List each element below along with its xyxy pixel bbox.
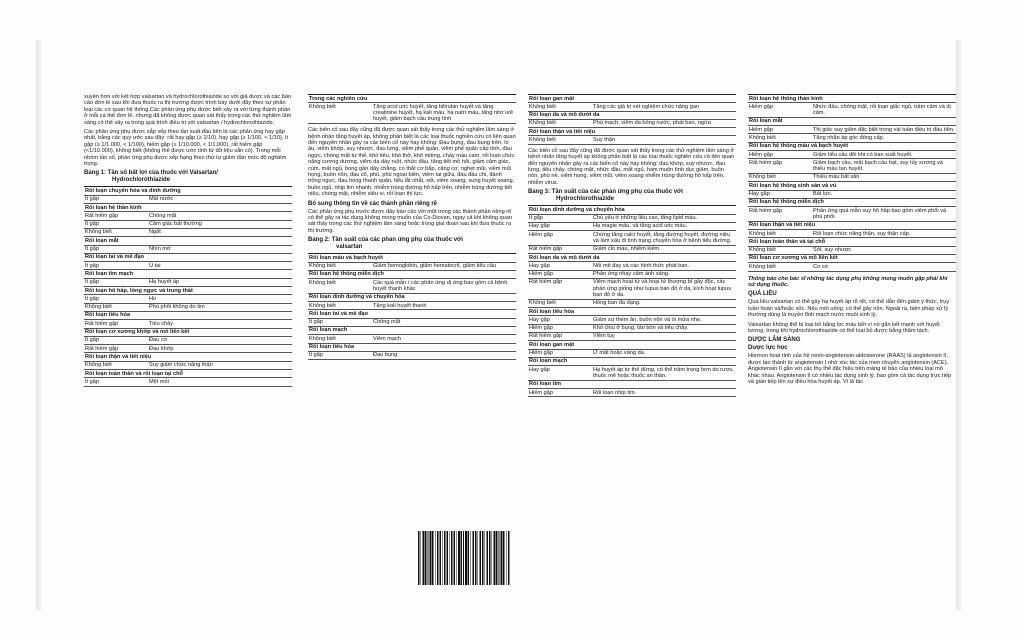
effect-cell: Viêm mạch: [372, 335, 516, 343]
table-row: [84, 320, 292, 328]
frequency-cell: Không biết: [748, 230, 812, 238]
effect-cell: Rối loạn chức năng thận, suy thận cấp.: [812, 230, 956, 238]
table-group-row: [528, 341, 736, 349]
effect-cell: Giảm sự thèm ăn, buồn nôn và ói mửa nhẹ.: [592, 316, 736, 324]
dialysis-paragraph: Valsartan không thể bị loại bỏ bằng lọc máu bởi vì nó gắn kết mạnh với huyết tương, trong khi hydrochlorothiazide có thể loại bỏ được bằng thẩm tách.: [748, 321, 940, 334]
frequency-cell: Hiếm gặp: [748, 103, 812, 118]
table-row: [308, 302, 516, 310]
frequency-cell: Ít gặp: [84, 195, 148, 203]
system-organ-class: Rối loạn toàn thân và tại chỗ: [748, 238, 956, 246]
effect-cell: Viêm tụy: [592, 332, 736, 340]
system-organ-class: Rối loạn thận và tiết niệu: [528, 128, 736, 136]
table-group-row: [528, 254, 736, 262]
table-group-row: [84, 311, 292, 319]
effect-cell: Suy giảm chức năng thận: [148, 361, 292, 369]
frequency-cell: Không biết: [308, 335, 372, 343]
events-paragraph: Các biến cố sau đây cũng đã được quan sát thấy trong các thử nghiệm lâm sàng ở bệnh nhân tăng huyết áp, không phân biệt là các loại thuốc nghiên cứu có liên quan đến nguyên nhân gây ra các biến cố này hay không: Đau bụng, đau bụng trên, lo âu, viêm khớp, suy nhược, đau lưng, viêm phế quản, viêm phế quản cấp tính, đau ngực, chóng mặt tư thế, khó tiêu, khó thở, khô miệng, chảy máu cam, rối loạn chức năng cương dương, viêm dạ dày ruột, nhức đầu, tăng tiết mồ hôi, giảm cảm giác, cúm, mất ngủ, bong gân dây chằng, co thắt cơ bắp, căng cơ, nghẹt mũi, viêm mũi họng, buồn nôn, đau cổ, phù, phù ngoại biên, viêm tai giữa, đau đầu chi, đánh trống ngực, đau họng thanh quản, tiểu lắt nhắt, sốt, viêm xoang, sung huyết xoang, buồn ngủ, nhịp tim nhanh, nhiễm trùng đường hô hấp trên, nhiễm trùng đường tiết niệu, chóng mặt, nhiễm siêu vi, rối loạn thị lực.: [308, 127, 516, 198]
effect-cell: Viêm mạch hoại tử và hoại tử thượng bì gây độc, các phản ứng giống như lupus ban đỏ ở da, kích hoạt lupus ban đỏ ở da.: [592, 278, 736, 299]
system-organ-class: Rối loạn tiêu hóa: [308, 343, 516, 351]
column-3: [528, 94, 736, 526]
effect-cell: Co cơ: [812, 263, 956, 271]
table-row: [84, 195, 292, 203]
table-row: [528, 278, 736, 299]
effect-cell: Tăng acid uric huyết, tăng bilirubin huyết và tăng creatinine huyết, hạ kali máu, hạ natri máu, tăng nitơ urê huyết, giảm bạch cầu trung tính: [372, 103, 516, 124]
system-organ-class: Rối loạn hệ thống thần kinh: [748, 95, 956, 103]
table-row: [528, 299, 736, 307]
table-2-caption: Bảng 2: Tần suất của các phản ứng phụ của thuốc với valsartan: [308, 237, 463, 251]
effect-cell: Hạ huyết áp tư thế đứng, có thể trầm trọng hơn do rượu, thuốc mê hoặc thuốc an thần.: [593, 366, 735, 379]
frequency-cell: Ít gặp: [84, 262, 148, 270]
system-organ-class: Rối loạn da và mô dưới da: [528, 254, 736, 262]
table-group-row: [748, 254, 956, 262]
table-group-row: [748, 142, 956, 150]
table-group-row: [84, 237, 292, 245]
frequency-cell: Rất hiếm gặp: [528, 332, 592, 340]
frequency-cell: Hay gặp: [528, 262, 592, 270]
table-row: [84, 278, 292, 286]
effect-cell: Phản ứng nhạy cảm ánh sáng.: [592, 270, 736, 278]
table-group-row: [528, 128, 736, 136]
table-row: [528, 270, 736, 278]
effect-cell: Nhìn mờ: [148, 245, 292, 253]
table-row: [748, 190, 956, 198]
frequency-cell: Không biết: [528, 119, 592, 127]
effect-cell: Phản ứng quá mẫn suy hô hấp bao gồm viêm phổi và phù phổi.: [812, 207, 956, 222]
table-row: [84, 378, 292, 386]
system-organ-class: Rối loạn chuyển hóa và dinh dưỡng: [84, 187, 292, 195]
table-group-row: [748, 95, 956, 103]
effect-cell: Nhức đầu, chóng mặt, rối loạn giấc ngủ, trầm cảm và dị cảm.: [812, 103, 956, 118]
table-group-row: [528, 380, 736, 388]
effect-cell: Ho: [148, 295, 292, 303]
frequency-cell: Ít gặp: [308, 351, 372, 359]
effect-cell: Sốt, suy nhược: [812, 246, 956, 254]
frequency-cell: Ít gặp: [84, 295, 148, 303]
study-table: [308, 94, 516, 124]
frequency-cell: Ít gặp: [84, 336, 148, 344]
column-4: [748, 94, 956, 526]
table-group-row: [84, 204, 292, 212]
table-row: [84, 245, 292, 253]
table-row: [308, 279, 516, 294]
table-row: [748, 159, 956, 174]
table-row: [528, 245, 736, 253]
page-edge-left: [36, 40, 42, 610]
system-organ-class: Rối loạn thận và tiết niệu: [748, 221, 956, 229]
components-paragraph: Các phản ứng phụ trước được đây báo cáo với một trong các thành phần riêng rẽ có thể gây ra tác dụng không mong muốn của Co-Diovan, ngay cả khi không quan sát thấy trong các thử nghiệm lâm sàng hoặc trong giai đoạn sau khi đưa thuốc ra thị trường.: [308, 208, 512, 234]
system-organ-class: Rối loạn mạch: [308, 326, 516, 334]
table-group-row: [528, 308, 736, 316]
section-heading-overdose: QUÁ LIỀU: [748, 291, 777, 298]
frequency-cell: Hay gặp: [748, 190, 812, 198]
frequency-cell: Ít gặp: [308, 318, 372, 326]
table-row: [528, 366, 736, 381]
system-organ-class: Rối loạn hệ thống miễn dịch: [308, 270, 516, 278]
table-group-row: [748, 238, 956, 246]
table-row: [528, 222, 736, 230]
effect-cell: Đau cơ: [148, 336, 292, 344]
frequency-cell: Không biết: [748, 246, 812, 254]
system-organ-class: Rối loạn dinh dưỡng và chuyển hóa: [528, 206, 736, 214]
system-organ-class: Rối loạn gan mật: [528, 341, 736, 349]
frequency-cell: Ít gặp: [528, 214, 592, 222]
column-1: [84, 94, 292, 526]
system-organ-class: Rối loạn hệ thống sinh sản và vú: [748, 182, 956, 190]
table-row: [528, 262, 736, 270]
effect-cell: Các quá mẫn / các phản ứng dị ứng bao gồm cả bệnh huyết thanh khác: [372, 279, 516, 294]
table-row: [748, 151, 956, 159]
effect-cell: Tăng nhãn áp góc đóng cấp.: [812, 134, 956, 142]
table-3: [528, 205, 736, 397]
table-row: [748, 263, 956, 271]
valsartan-table-continued: [528, 94, 736, 145]
effect-cell: Chứng tăng calci huyết, tăng đường huyết, đường niệu và làm xấu đi tình trạng chuyển hóa ở bệnh tiểu đường.: [592, 231, 736, 246]
table-row: [528, 136, 736, 144]
frequency-cell: Hay gặp: [528, 316, 592, 324]
system-organ-class: Rối loạn gan mật: [528, 95, 736, 103]
report-note: Thông báo cho bác sĩ những tác dụng phụ không mong muốn gặp phải khi sử dụng thuốc.: [748, 275, 948, 288]
frequency-cell: Không biết: [528, 103, 592, 111]
frequency-cell: Không biết: [84, 361, 148, 369]
table-row: [748, 207, 956, 222]
table-row: [84, 345, 292, 353]
table-1: [84, 186, 292, 386]
frequency-cell: Không biết: [308, 262, 372, 270]
effect-cell: Tăng kali huyết thanh: [372, 302, 516, 310]
table-row: [528, 214, 736, 222]
effect-cell: Mất nước: [148, 195, 292, 203]
frequency-cell: Hiếm gặp: [528, 231, 592, 246]
frequency-cell: Hiếm gặp: [748, 126, 812, 134]
table-row: [308, 351, 516, 359]
system-organ-class: Rối loạn cơ xương và mô liên kết: [748, 254, 956, 262]
system-organ-class: Rối loạn hệ thống miễn dịch: [748, 198, 956, 206]
subheading-pharmacodynamics: Dược lực học: [748, 345, 788, 352]
effect-cell: Thị giác suy giảm đặc biệt trong vài tuần điều trị đầu tiên.: [813, 126, 955, 133]
effect-cell: Rối loạn nhịp tim.: [592, 389, 736, 397]
table-group-row: [308, 343, 516, 351]
effect-cell: Bất lực.: [812, 190, 956, 198]
table-row: [528, 389, 736, 397]
table-row: [528, 332, 736, 340]
table-row: [84, 220, 292, 228]
effect-cell: Tăng các giá trị xét nghiệm chức năng gan: [592, 103, 736, 111]
table-row: [308, 262, 516, 270]
system-organ-class: Rối loạn mắt: [748, 117, 956, 125]
table-row: [528, 103, 736, 111]
effect-cell: Chóng mặt: [372, 318, 516, 326]
intro-paragraph: xuyên hơn với kết hợp valsartan và hydrochlorothiazide so với giả dược và các báo cáo đơn lẻ sau khi đưa thuốc ra thị trường được trình bày dưới đây theo sự phân loại các cơ quan hệ thống.Các phản ứng phụ được biết xảy ra với từng thành phần ở mỗi cá thể đơn lẻ, nhưng đã không được quan sát thấy trong các thử nghiệm lâm sàng có thể xảy ra trong quá trình điều trị với valsartan / hydrochlorothiazide.: [84, 94, 292, 126]
effect-cell: Chóng mặt: [148, 212, 292, 220]
frequency-cell: Không biết: [748, 134, 812, 142]
frequency-cell: Rất hiếm gặp: [528, 278, 592, 299]
frequency-cell: Không biết: [308, 103, 372, 124]
frequency-cell: Ít gặp: [84, 378, 148, 386]
frequency-cell: Hiếm gặp: [528, 324, 592, 332]
effect-cell: Giảm hemoglobin, giảm hematocrit, giảm tiểu cầu: [372, 262, 516, 270]
table-group-row: [308, 293, 516, 301]
table-row: [528, 324, 736, 332]
effect-cell: Hạ huyết áp: [148, 278, 292, 286]
table-row: [528, 349, 736, 357]
table-group-row: [84, 187, 292, 195]
frequency-cell: Hay gặp: [528, 366, 592, 381]
table-row: [84, 262, 292, 270]
system-organ-class: Rối loạn toàn thân và rối loạn tại chỗ: [84, 370, 292, 378]
system-organ-class: Rối loạn tiêu hóa: [528, 308, 736, 316]
effect-cell: Giảm tiểu cầu đôi khi có ban xuất huyết.: [812, 151, 956, 159]
frequency-cell: Không biết: [528, 299, 592, 307]
table-row: [84, 361, 292, 369]
frequency-cell: Rất hiếm gặp: [84, 212, 148, 220]
effect-cell: Phù phổi không do tim: [148, 303, 292, 311]
frequency-cell: Rất hiếm gặp: [748, 159, 812, 174]
table-group-row: [748, 198, 956, 206]
frequency-cell: Không biết: [84, 303, 148, 311]
effect-cell: Cảm giác bất thường: [148, 220, 292, 228]
frequency-cell: Hay gặp: [528, 222, 592, 230]
frequency-cell: Ít gặp: [84, 245, 148, 253]
frequency-cell: Không biết: [528, 136, 592, 144]
system-organ-class: Rối loạn hô hấp, lồng ngực và trung thất: [84, 287, 292, 295]
overdose-paragraph: Quá liều valsartan có thể gây hạ huyết áp rõ rệt, có thể dẫn đến giảm ý thức, trụy tuần hoàn và/hoặc sốc. Nếu mới uống, có thể gây nôn. Ngoài ra, biện pháp xử lý thường dùng là truyền tĩnh mạch nước muối sinh lý.: [748, 299, 950, 319]
effect-cell: Tiêu chảy: [148, 320, 292, 328]
table-row: [748, 246, 956, 254]
system-organ-class: Rối loạn tai và mê đạo: [308, 310, 516, 318]
effect-cell: Phù mạch, viêm da bóng nước, phát ban, ngứa: [592, 119, 736, 127]
table-group-row: [528, 206, 736, 214]
effect-cell: Khó chịu ở bụng, táo bón và tiêu chảy.: [592, 324, 736, 332]
system-organ-class: Rối loạn tim mạch: [84, 270, 292, 278]
table-group-row: [84, 328, 292, 336]
table-group-row: [308, 270, 516, 278]
effect-cell: Giảm bạch cầu, mất bạch cầu hạt, suy tủy xương và thiếu máu tan huyết.: [812, 159, 956, 174]
table-row: [84, 212, 292, 220]
column-2: [308, 94, 516, 526]
table-group-row: [308, 326, 516, 334]
effect-cell: Mệt mỏi: [148, 378, 292, 386]
frequency-cell: Rất hiếm gặp: [748, 207, 812, 222]
effect-cell: Ngất: [148, 228, 292, 236]
frequency-cell: Hiếm gặp: [528, 389, 592, 397]
frequency-cell: Ít gặp: [84, 278, 148, 286]
system-organ-class: Rối loạn mắt: [84, 237, 292, 245]
table-row: [84, 228, 292, 236]
effect-cell: Chủ yếu ở những liều cao, tăng lipid máu.: [592, 214, 736, 222]
table-group-row: [748, 182, 956, 190]
table-row: [84, 336, 292, 344]
frequency-cell: Không biết: [308, 279, 372, 294]
frequency-cell: Hiếm gặp: [528, 270, 592, 278]
frequency-cell: Không biết: [748, 173, 812, 181]
table-row: [84, 295, 292, 303]
effect-cell: Suy thận: [592, 136, 736, 144]
frequency-cell: Ít gặp: [84, 220, 148, 228]
table-group-row: [84, 353, 292, 361]
table-group-row: [528, 357, 736, 365]
effect-cell: Ù tai: [148, 262, 292, 270]
table-row: [308, 335, 516, 343]
frequency-cell: Không biết: [308, 302, 372, 310]
system-organ-class: Trong các nghiên cứu: [308, 95, 516, 103]
table-row: [748, 126, 956, 134]
table-group-row: [748, 221, 956, 229]
hctz-events-paragraph: Các biến cố sau đây cũng đã được quan sát thấy trong các thử nghiệm lâm sàng ở bệnh nhân tăng huyết áp không phân biệt là các loại thuốc nghiên cứu có liên quan đến nguyên nhân gây ra các biến cố này hay không: đau khớp, suy nhược, đau lưng, tiêu chảy, chóng mặt, nhức đầu, mất ngủ, ham muốn tình dục giảm, buồn nôn, phù nề, viêm họng, viêm mũi, viêm xoang nhiễm trùng đường hô hấp trên, nhiễm virus.: [528, 147, 735, 186]
system-organ-class: Rối loạn thận và tiết niệu: [84, 353, 292, 361]
table-group-row: [84, 287, 292, 295]
table-group-row: [84, 370, 292, 378]
system-organ-class: Rối loạn da và mô dưới da: [528, 111, 736, 119]
table-row: [748, 134, 956, 142]
frequency-cell: Rất hiếm gặp: [84, 345, 148, 353]
effect-cell: Đau bụng: [372, 351, 516, 359]
table-group-row: [84, 253, 292, 261]
table-3-caption: Bảng 3: Tần suất của các phản ứng phụ của thuốc với Hydrochlorothiazide: [528, 189, 683, 203]
section-heading-clinical: DƯỢC LÂM SÀNG: [748, 337, 801, 344]
table-row: [308, 103, 516, 124]
table-group-row: [528, 95, 736, 103]
table-group-row: [308, 254, 516, 262]
system-organ-class: Rối loạn máu và bạch huyết: [308, 254, 516, 262]
effect-cell: Hạ magie máu, và tăng acid uric máu.: [592, 222, 736, 230]
frequency-cell: Hiếm gặp: [528, 349, 592, 357]
table-row: [308, 318, 516, 326]
page-edge-right: [956, 40, 962, 610]
table-group-row: [308, 95, 516, 103]
frequency-paragraph: Các phản ứng phụ được sắp xếp theo tần suất đầu tiên là các phản ứng hay gặp nhất, bằng các quy ước sau đây: rất hay gặp (≥ 1/10), hay gặp (≥ 1/100, < 1/10), ít gặp (≥ 1/1.000, < 1/100), hiếm gặp (≥ 1/10.000, < 1/1.000), rất hiếm gặp (<1/10.000), không biết (không thể được ước tính từ dữ liệu sẵn có). Trong mỗi nhóm tần số, phản ứng phụ được xếp hạng theo thứ tự giảm dần mức độ nghiêm trọng.: [84, 129, 289, 168]
system-organ-class: Rối loạn hệ thần kinh: [84, 204, 292, 212]
table-3-continued: [748, 94, 956, 272]
table-group-row: [748, 117, 956, 125]
effect-cell: Hồng ban đa dạng.: [592, 299, 736, 307]
table-row: [528, 119, 736, 127]
table-group-row: [308, 310, 516, 318]
frequency-cell: Không biết: [84, 228, 148, 236]
pharmacodynamics-paragraph: Hormon hoạt tính của hệ renin-angiotensin-aldosterone (RAAS) là angiotensin II, được tạo thành từ angiotensin I nhờ xúc tác của men chuyển angiotensin (ACE). Angiotensin II gắn với các thụ thể đặc hiệu trên màng tế bào của nhiều loại mô khác nhau. Angiotensin II có nhiều tác dụng sinh lý, bao gồm cả tác dụng trực tiếp và gián tiếp lên sự điều hòa huyết áp. Vì là tác: [748, 353, 952, 385]
table-row: [748, 230, 956, 238]
table-2: [308, 253, 516, 360]
system-organ-class: Rối loạn tiêu hóa: [84, 311, 292, 319]
system-organ-class: Rối loạn cơ xương khớp và mô liên kết: [84, 328, 292, 336]
table-row: [528, 231, 736, 246]
system-organ-class: Rối loạn dinh dưỡng và chuyển hóa: [308, 293, 516, 301]
frequency-cell: Rất hiếm gặp: [84, 320, 148, 328]
effect-cell: Đau khớp: [148, 345, 292, 353]
table-row: [528, 316, 736, 324]
section-heading-components: Bổ sung thông tin về các thành phần riêng rẽ: [308, 200, 438, 207]
frequency-cell: Không biết: [748, 263, 812, 271]
system-organ-class: Rối loạn tai và mê đạo: [84, 253, 292, 261]
table-row: [748, 173, 956, 181]
system-organ-class: Rối loạn mạch: [528, 357, 736, 365]
effect-cell: Thiếu máu bất sản: [812, 173, 956, 181]
effect-cell: Giảm clo máu, nhiễm kiềm.: [592, 245, 736, 253]
effect-cell: Ứ mật hoặc vàng da.: [592, 349, 736, 357]
system-organ-class: Rối loạn tim: [528, 380, 736, 388]
table-group-row: [528, 111, 736, 119]
effect-cell: Nổi mề đay và các hình thức phát ban.: [592, 262, 736, 270]
table-row: [84, 303, 292, 311]
frequency-cell: Rất hiếm gặp: [528, 245, 592, 253]
frequency-cell: Hiếm gặp: [748, 151, 812, 159]
table-row: [748, 103, 956, 118]
table-1-caption: Bảng 1: Tần số bất lợi của thuốc với Valsartan/ Hydrochlorothiazide: [84, 170, 218, 184]
system-organ-class: Rối loạn hệ thống máu và bạch huyết: [748, 142, 956, 150]
table-group-row: [84, 270, 292, 278]
barcode: [418, 531, 510, 585]
